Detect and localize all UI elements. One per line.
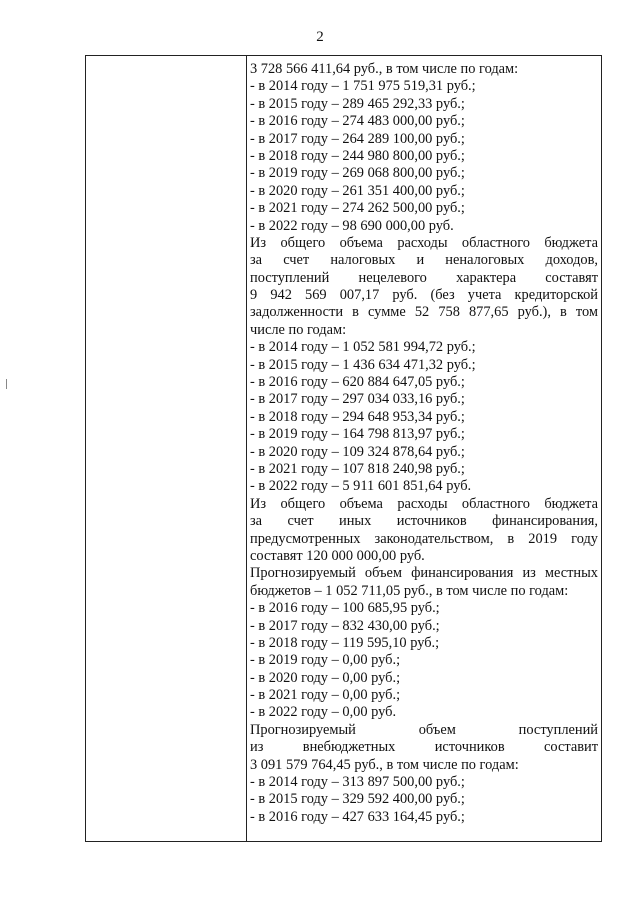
text-line: - в 2015 году – 289 465 292,33 руб.; [250,95,465,112]
text-line: - в 2016 году – 427 633 164,45 руб.; [250,808,465,825]
text-line: 3 728 566 411,64 руб., в том числе по годам: [250,61,519,77]
text-line: - в 2022 году – 98 690 000,00 руб. [250,217,454,234]
text-line: - в 2022 году – 5 911 601 851,64 руб. [250,478,472,495]
text-line: - в 2014 году – 1 052 581 994,72 руб.; [250,339,476,356]
text-line: - в 2019 году – 269 068 800,00 руб.; [250,165,465,182]
text-line: - в 2020 году – 0,00 руб.; [250,669,401,686]
text-line: - в 2018 году – 294 648 953,34 руб.; [250,408,465,425]
text-line: - в 2017 году – 297 034 033,16 руб.; [250,391,465,408]
text-line: - в 2021 году – 274 262 500,00 руб.; [250,200,465,217]
text-line: бюджетов – 1 052 711,05 руб., в том числе по годам: [250,582,569,599]
table-frame [85,55,602,842]
text-line: - в 2017 году – 264 289 100,00 руб.; [250,130,465,147]
text-line: за счет иных источников финансирования, [250,513,598,530]
margin-mark [6,379,7,389]
column-divider [246,56,247,841]
text-line: - в 2016 году – 274 483 000,00 руб.; [250,113,465,130]
text-line: Прогнозируемый объем финансирования из местных [250,565,598,582]
text-line: - в 2019 году – 0,00 руб.; [250,652,401,669]
text-line: за счет налоговых и неналоговых доходов, [250,252,598,269]
text-line: поступлений нецелевого характера составят [250,269,598,286]
text-line: составят 120 000 000,00 руб. [250,547,425,564]
text-line: из внебюджетных источников составит [250,739,598,756]
text-line: Из общего объема расходы областного бюджета [250,495,598,512]
text-line: - в 2020 году – 261 351 400,00 руб.; [250,182,465,199]
text-line: 9 942 569 007,17 руб. (без учета кредиторской [250,287,598,304]
text-line: предусмотренных законодательством, в 2019 году [250,530,598,547]
text-line: числе по годам: [250,321,347,338]
funding-text-cell [250,61,598,826]
text-line: Из общего объема расходы областного бюджета [250,234,598,251]
text-line: - в 2021 году – 0,00 руб.; [250,687,401,704]
text-line: - в 2014 году – 313 897 500,00 руб.; [250,774,465,791]
text-line: 3 091 579 764,45 руб., в том числе по годам: [250,756,519,773]
text-line: - в 2019 году – 164 798 813,97 руб.; [250,426,465,443]
text-line: задолженности в сумме 52 758 877,65 руб.), в том [250,304,598,321]
text-line: - в 2015 году – 1 436 634 471,32 руб.; [250,356,476,373]
text-line: - в 2018 году – 119 595,10 руб.; [250,634,440,651]
text-line: - в 2015 году – 329 592 400,00 руб.; [250,791,465,808]
text-line: - в 2016 году – 620 884 647,05 руб.; [250,374,465,391]
text-line: - в 2016 году – 100 685,95 руб.; [250,600,440,617]
text-line: - в 2018 году – 244 980 800,00 руб.; [250,147,465,164]
text-line: - в 2020 году – 109 324 878,64 руб.; [250,443,465,460]
text-line: - в 2017 году – 832 430,00 руб.; [250,617,440,634]
text-line: - в 2021 году – 107 818 240,98 руб.; [250,460,465,477]
text-line: - в 2022 году – 0,00 руб. [250,704,397,721]
page-number: 2 [316,29,324,45]
text-line: Прогнозируемый объем поступлений [250,721,598,738]
text-line: - в 2014 году – 1 751 975 519,31 руб.; [250,78,476,95]
